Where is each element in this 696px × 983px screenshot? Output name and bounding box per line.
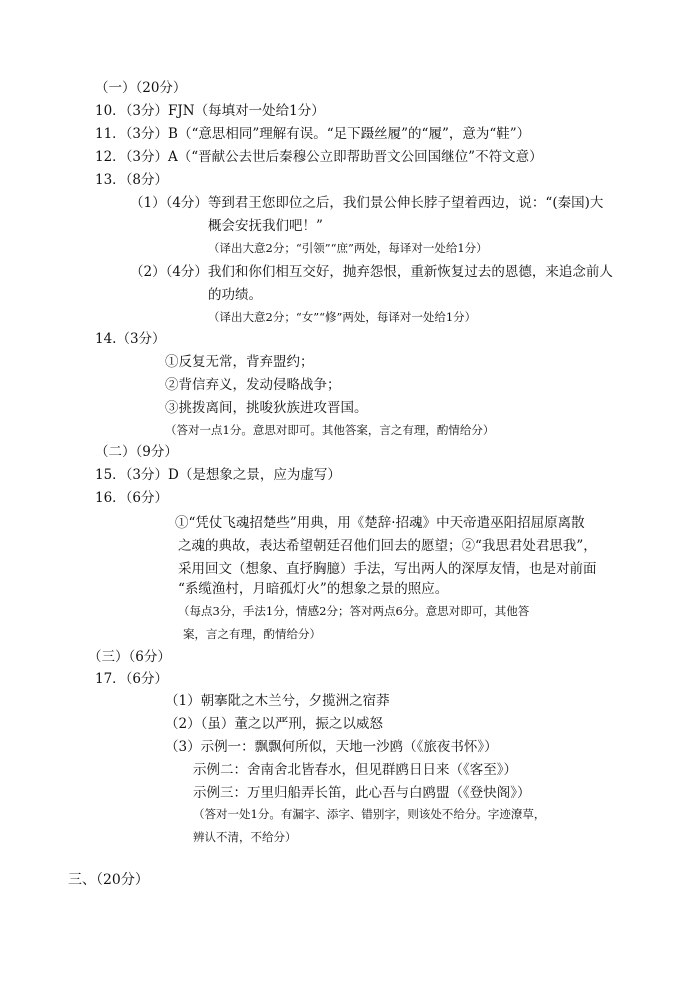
answer-17-3-example-2: 示例二：舍南舍北皆春水，但见群鸥日日来（《客至》） (193, 762, 517, 778)
answer-13-1-line-1: （1）（4分）等到君王您即位之后，我们景公伸长脖子望着西边，说：“(秦国)大 (130, 195, 604, 211)
answer-17-scoring-note-line-2: 辨认不清，不给分） (193, 830, 297, 844)
answer-13-1-line-2: 概会安抚我们吧！” (208, 218, 323, 234)
section-3-heading: （三）（6分） (88, 649, 171, 665)
section-three-heading: 三、（20分） (68, 872, 149, 888)
answer-10: 10．（3分）FJN（每填对一处给1分） (95, 103, 325, 119)
answer-17-3-example-1: （3）示例一：飘飘何所似，天地一沙鸥（《旅夜书怀》） (165, 739, 498, 755)
answer-17-1: （1）朝搴阰之木兰兮，夕揽洲之宿莽 (165, 693, 390, 709)
answer-16-para-line-1: ①“凭仗飞魂招楚些”用典，用《楚辞·招魂》中天帝遣巫阳招屈原离散 (175, 515, 585, 531)
answer-16-para-line-4: “系缆渔村，月暗孤灯火”的想象之景的照应。 (178, 581, 449, 597)
answer-13-2-scoring-note: （译出大意2分；“女”“修”两处，每译对一处给1分） (208, 310, 477, 324)
answer-17-scoring-note-line-1: （答对一处1分。有漏字、添字、错别字，则该处不给分。字迹潦草， (193, 807, 546, 821)
answer-16-heading: 16．（6分） (95, 490, 169, 506)
answer-16-scoring-note-line-1: （每点3分，手法1分，情感2分；答对两点6分。意思对即可，其他答 (178, 604, 530, 618)
answer-16-para-line-3: 采用回文（想象、直抒胸臆）手法，写出两人的深厚友情，也是对前面 (178, 561, 597, 577)
answer-13-heading: 13．（8分） (95, 172, 169, 188)
answer-14-heading: 14.（3分） (95, 331, 166, 347)
answer-11: 11．（3分）B（“意思相同”理解有误。“足下蹑丝履”的“履”，意为“鞋”） (95, 126, 531, 142)
answer-12: 12．（3分）A（“晋献公去世后秦穆公立即帮助晋文公回国继位”不符文意） (95, 149, 543, 165)
answer-16-para-line-2: 之魂的典故，表达希望朝廷召他们回去的愿望；②“我思君处君思我”， (178, 538, 597, 554)
answer-14-scoring-note: （答对一点1分。意思对即可。其他答案，言之有理，酌情给分） (165, 423, 495, 437)
answer-17-2: （2）（虽）董之以严刑，振之以威怒 (165, 716, 383, 732)
answer-14-point-1: ①反复无常，背弃盟约； (165, 354, 314, 370)
answer-17-3-example-3: 示例三：万里归船弄长笛，此心吾与白鸥盟（《登快阁》） (193, 785, 531, 801)
answer-14-point-2: ②背信弃义，发动侵略战争； (165, 377, 341, 393)
section-1-heading: （一）（20分） (95, 80, 187, 96)
answer-17-heading: 17．（6分） (95, 671, 169, 687)
answer-13-2-line-2: 的功绩。 (208, 287, 262, 303)
answer-13-1-scoring-note: （译出大意2分；“引领”“庶”两处，每译对一处给1分） (208, 241, 488, 255)
answer-14-point-3: ③挑拨离间，挑唆狄族进攻晋国。 (165, 400, 368, 416)
answer-16-scoring-note-line-2: 案，言之有理，酌情给分） (183, 627, 321, 641)
answer-13-2-line-1: （2）（4分）我们和你们相互交好，抛弃怨恨，重新恢复过去的恩德，来追念前人 (130, 264, 613, 280)
answer-15: 15．（3分）D（是想象之景，应为虚写） (95, 467, 341, 483)
section-2-heading: （二）（9分） (95, 444, 178, 460)
